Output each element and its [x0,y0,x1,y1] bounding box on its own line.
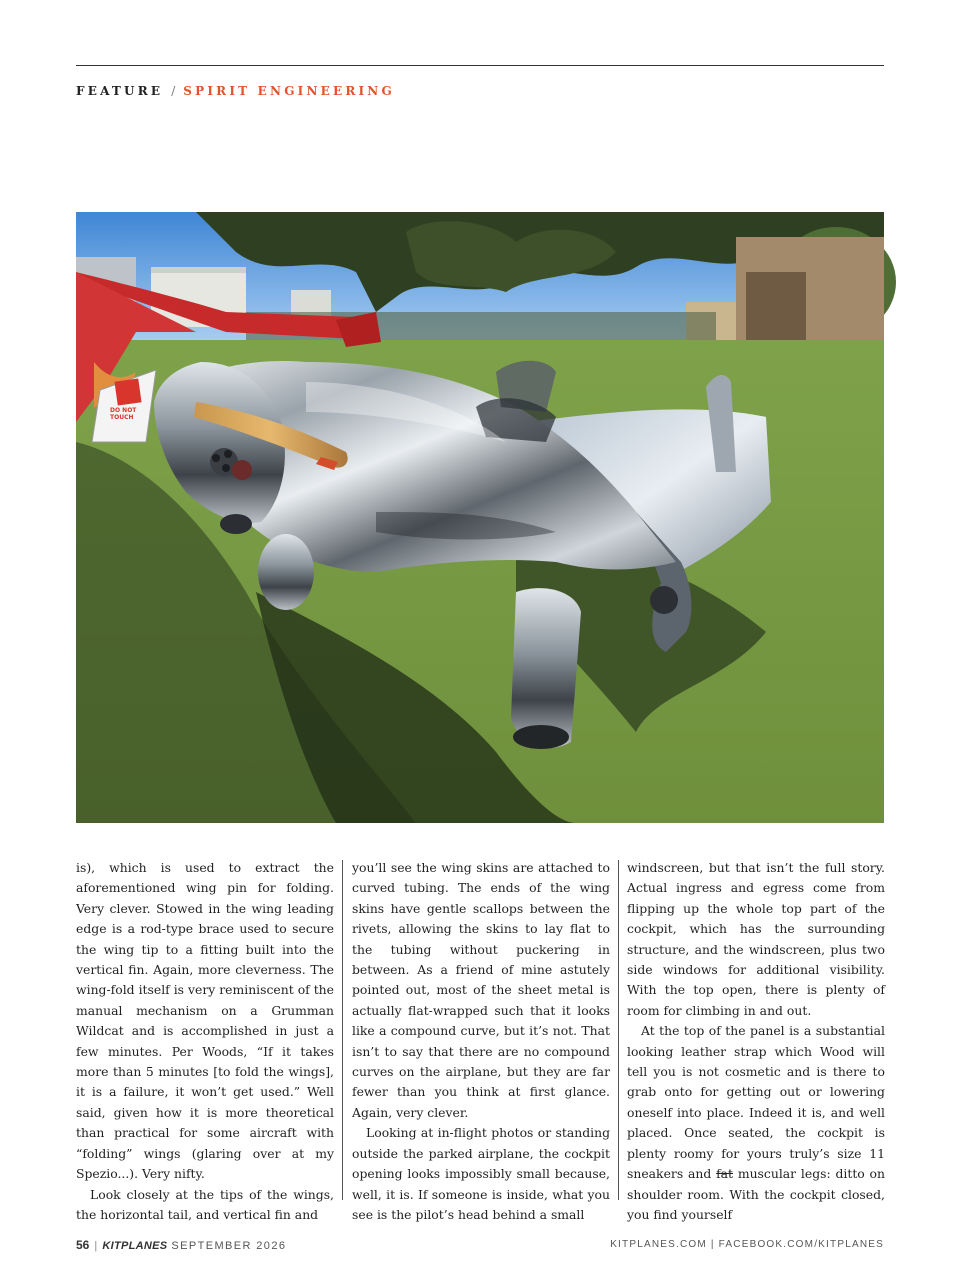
paragraph: windscreen, but that isn’t the full story. Actual ingress and egress come from flipping up the whole top part of the cockpit, which has the surrounding structure, and the windscreen, plus two side windows for additional visibility. With the top open, there is plenty of room for climbing in and out. [627,860,885,1018]
article-column-2 [352,858,610,1222]
section-header [76,84,395,98]
paragraph: Look closely at the tips of the wings, the horizontal tail, and vertical fin and [76,1186,334,1222]
page-number: 56 [76,1238,90,1252]
paragraph-text: At the top of the panel is a substantial looking leather strap which Wood will tell you is not cosmetic and is there to grab onto for getting out or lowering oneself into place. Indeed it is, and well placed. Once seated, the cockpit is plenty roomy for yours truly’s size 11 sneakers and [627,1023,885,1182]
struck-word: fat [716,1166,734,1182]
paragraph: you’ll see the wing skins are attached to curved tubing. The ends of the wing skins have gentle scallops between the rivets, allowing the skins to lay flat to the tubing without puckering in between. As a friend of mine astutely pointed out, most of the sheet metal is actually flat-wrapped such that it looks like a compound curve, but it’s not. That isn’t to say that there are no compound curves on the airplane, but they are far fewer than you think at first glance. Again, very clever. [352,860,610,1120]
footer-folio [76,1238,286,1252]
header-separator: / [171,84,176,98]
paragraph [627,1021,885,1225]
column-divider [342,860,343,1200]
paragraph: Looking at in-flight photos or standing outside the parked airplane, the cockpit opening looks impossibly small because, well, it is. If someone is inside, what you see is the pilot’s head behind a small [352,1125,610,1222]
paragraph: is), which is used to extract the aforementioned wing pin for folding. Very clever. Stowed in the wing leading edge is a rod-type brace used to secure the wing tip to a fitting built into the vertical fin. Again, more cleverness. The wing-fold itself is very reminiscent of the manual mechanism on a Grumman Wildcat and is accomplished in just a few minutes. Per Woods, “If it takes more than 5 minutes [to fold the wings], it is a failure, it won’t get used.” Well said, given how it is more theoretical than practical for some aircraft with “folding” wings (glaring over at my Spezio...). Very nifty. [76,860,334,1182]
sign-text-top: DO NOT [110,407,137,414]
footer-separator: | [91,1240,101,1252]
sign-text-bottom: TOUCH [110,414,134,421]
article-column-3 [627,858,885,1222]
magazine-name: KITPLANES [102,1240,168,1252]
column-divider [618,860,619,1200]
feature-photo [76,212,884,823]
issue-date: SEPTEMBER 2026 [171,1240,287,1252]
footer-links: KITPLANES.COM | FACEBOOK.COM/KITPLANES [610,1239,884,1250]
article-column-1 [76,858,334,1222]
paragraph-text: muscular legs: ditto on shoulder room. With the cockpit closed, you find yourself [627,1166,885,1222]
section-label: FEATURE [76,84,164,98]
article-topic: SPIRIT ENGINEERING [183,84,395,98]
header-rule [76,65,884,66]
